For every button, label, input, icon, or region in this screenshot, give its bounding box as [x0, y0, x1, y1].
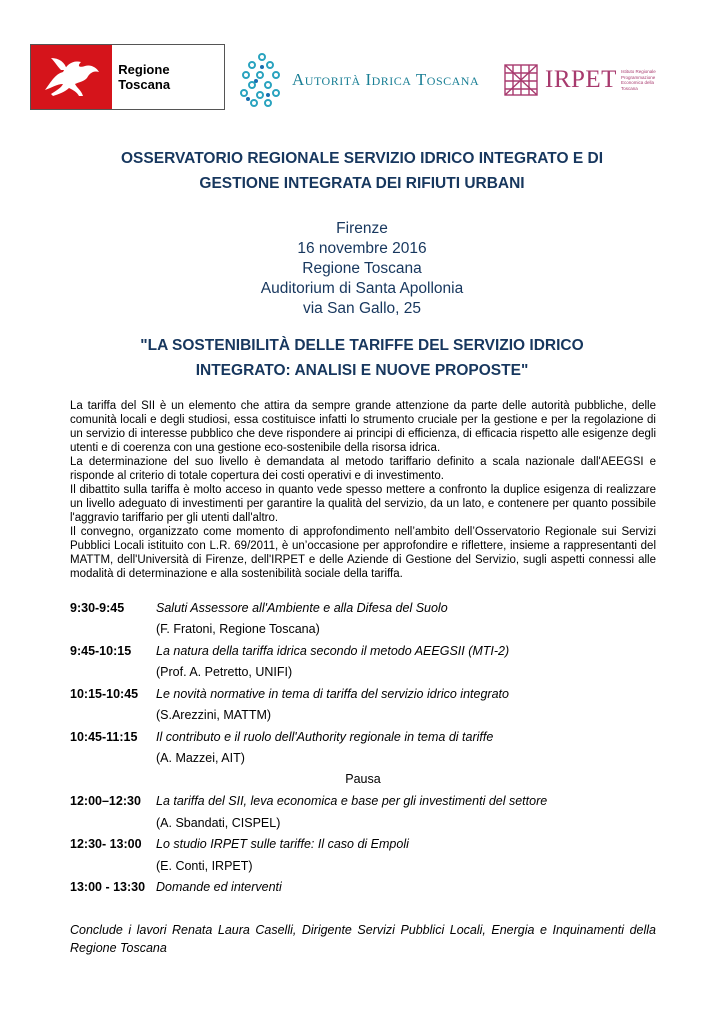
- program-talk: La tariffa del SII, leva economica e base per gli investimenti del settore: [156, 794, 548, 809]
- program-speaker-row: [70, 812, 656, 834]
- event-date: 16 novembre 2016: [297, 240, 427, 257]
- event-org: Regione Toscana: [302, 260, 422, 277]
- irpet-subtitle: Istituto Regionale Programmazione Economica della Toscana: [620, 69, 656, 91]
- irpet-logo: [503, 63, 667, 97]
- program-time: 9:45-10:15: [70, 643, 132, 658]
- program-speaker-row: [70, 855, 656, 877]
- program-speaker: (F. Fratoni, Regione Toscana): [156, 622, 320, 637]
- program-break: Pausa: [345, 772, 381, 786]
- paragraph: Il convegno, organizzato come momento di approfondimento nell’ambito dell’Osservatorio Regionale sui Servizi Pubblici Locali istituito con L.R. 69/2011, è un’occasione per approfondire e riflettere, insieme a rappresentanti del MATTM, dell'Università di Firenze, dell'IRPET e delle Aziende di Gestione del Servizio, sugli aspetti connessi alle modalità di determinazione e alla sostenibilità sociale della tariffa.: [70, 526, 656, 580]
- program-time: 12:00–12:30: [70, 794, 141, 809]
- program-time: 10:15-10:45: [70, 686, 139, 701]
- paragraph: La determinazione del suo livello è demandata al metodo tariffario definito a scala nazionale dall'AEEGSI e risponde al criterio di totale copertura dei costi operativi e di investimento.: [70, 456, 656, 482]
- conference-subtitle: [60, 333, 664, 383]
- ait-logo: [238, 50, 488, 110]
- program-speaker: (A. Mazzei, AIT): [156, 751, 245, 766]
- program-item: [70, 640, 656, 662]
- program-talk: Lo studio IRPET sulle tariffe: Il caso di Empoli: [156, 837, 409, 852]
- regione-toscana-logo: [30, 44, 225, 110]
- program-item: [70, 834, 656, 856]
- subtitle-line-1: "LA SOSTENIBILITÀ DELLE TARIFFE DEL SERVIZIO IDRICO: [140, 337, 584, 354]
- program-item: [70, 726, 656, 748]
- water-drops-icon: [238, 51, 286, 109]
- irpet-label: IRPET: [545, 66, 617, 93]
- pegasus-icon: [31, 45, 112, 109]
- program-item: [70, 791, 656, 813]
- program-speaker: (E. Conti, IRPET): [156, 858, 253, 873]
- paragraph: La tariffa del SII è un elemento che attira da sempre grande attenzione da parte delle autorità pubbliche, delle comunità locali e degli studiosi, essa costituisce infatti lo strumento cruciale per la gestione e per la regolazione di un servizio di interesse pubblico che deve rispondere ai principi di efficienza, di efficacia rispetto alle esigenze degli utenti e di coerenza con una gestione eco-sostenibile della risorsa idrica.: [70, 400, 656, 454]
- paragraph: Il dibattito sulla tariffa è molto acceso in quanto vede spesso mettere a confronto la duplice esigenza di realizzare un livello adeguato di investimenti per garantire la qualità del servizio, da un lato, e contenere per quanto possibile l'aggravio tariffario per gli utenti dall'altro.: [70, 484, 656, 524]
- program-speaker-row: [70, 662, 656, 684]
- introduction: [70, 399, 656, 581]
- event-info: [60, 219, 664, 319]
- program-speaker: (Prof. A. Petretto, UNIFI): [156, 665, 293, 680]
- program-talk: Saluti Assessore all'Ambiente e alla Difesa del Suolo: [156, 600, 448, 615]
- event-venue: Auditorium di Santa Apollonia: [260, 280, 464, 297]
- irpet-pattern-icon: [503, 63, 539, 97]
- regione-toscana-label: Regione Toscana: [118, 62, 171, 92]
- program-speaker-row: [70, 619, 656, 641]
- conclusion: Conclude i lavori Renata Laura Caselli, Dirigente Servizi Pubblici Locali, Energia e Inquinamenti della Regione Toscana: [70, 923, 656, 955]
- title-line-2: GESTIONE INTEGRATA DEI RIFIUTI URBANI: [199, 175, 525, 192]
- program-speaker: (S.Arezzini, MATTM): [156, 708, 272, 723]
- program-speaker: (A. Sbandati, CISPEL): [156, 815, 281, 830]
- program-item: [70, 877, 656, 899]
- program-talk: La natura della tariffa idrica secondo il metodo AEEGSII (MTI-2): [156, 643, 510, 658]
- program-item: [70, 597, 656, 619]
- title-line-1: OSSERVATORIO REGIONALE SERVIZIO IDRICO INTEGRATO E DI: [121, 150, 603, 167]
- program-time: 10:45-11:15: [70, 729, 138, 744]
- subtitle-line-2: INTEGRATO: ANALISI E NUOVE PROPOSTE": [195, 362, 529, 379]
- program-talk: Le novità normative in tema di tariffa del servizio idrico integrato: [156, 686, 509, 701]
- ait-label: Autorità Idrica Toscana: [292, 70, 480, 89]
- program-speaker-row: [70, 705, 656, 727]
- program: [70, 597, 656, 898]
- program-speaker-row: [70, 748, 656, 770]
- program-time: 9:30-9:45: [70, 600, 125, 615]
- program-talk: Domande ed interventi: [156, 880, 282, 895]
- program-item: [70, 683, 656, 705]
- page-title: [60, 146, 664, 196]
- event-address: via San Gallo, 25: [302, 300, 422, 317]
- program-time: 12:30- 13:00: [70, 837, 142, 852]
- program-time: 13:00 - 13:30: [70, 880, 146, 895]
- program-talk: Il contributo e il ruolo dell'Authority regionale in tema di tariffe: [156, 729, 494, 744]
- event-city: Firenze: [336, 220, 388, 237]
